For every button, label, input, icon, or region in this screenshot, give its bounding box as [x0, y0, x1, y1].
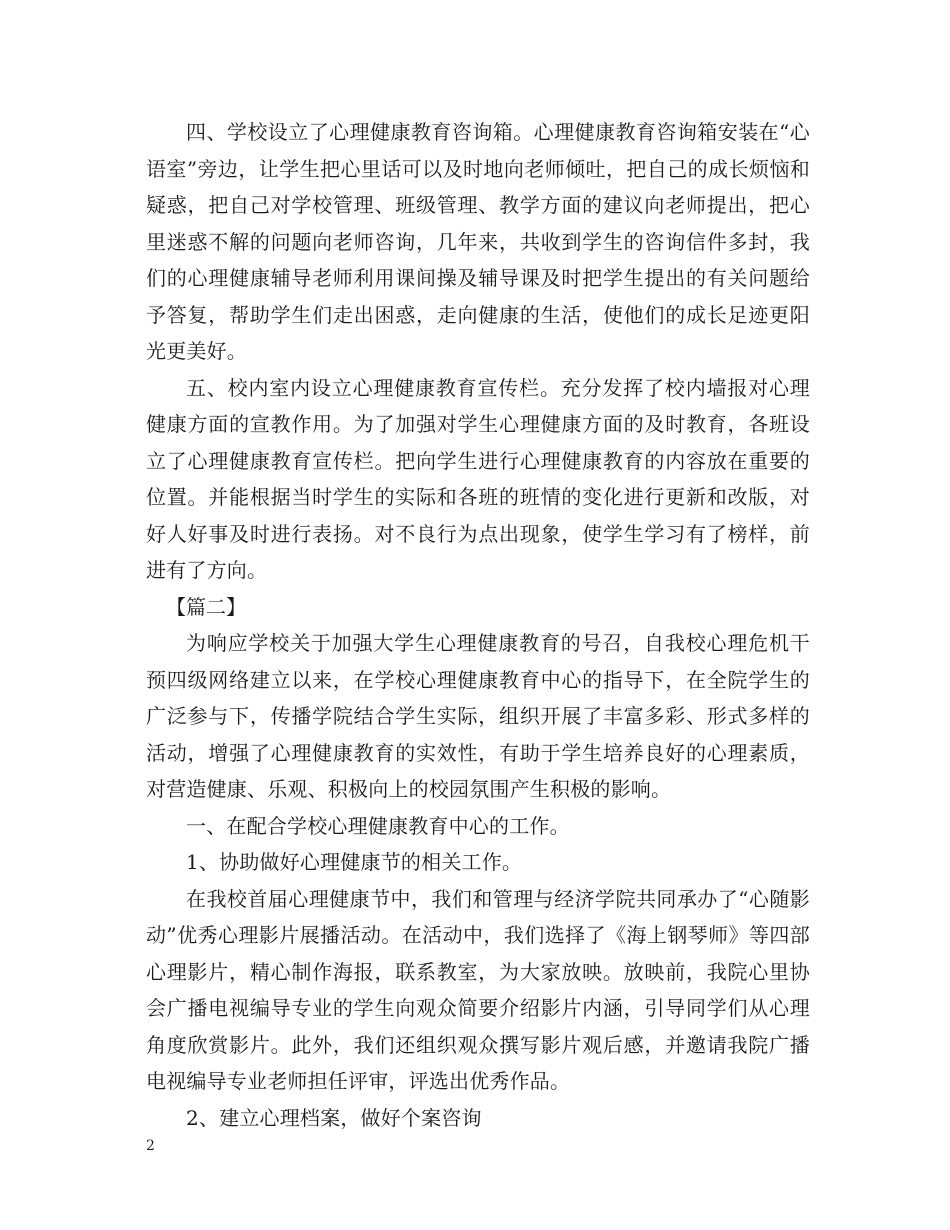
page-number: 2: [146, 1138, 155, 1154]
paragraph-bulletin-board: 五、校内室内设立心理健康教育宣传栏。充分发挥了校内墙报对心理健康方面的宣教作用。为了加强对学生心理健康方面的及时教育，各班设立了心理健康教育宣传栏。把向学生进行心理健康教育的内容放在重要的位置。并能根据当时学生的实际和各班的班情的变化进行更新和改版，对好人好事及时进行表扬。对不良行为点出现象，使学生学习有了榜样，前进有了方向。: [146, 375, 810, 582]
paragraph-item-1: 一、在配合学校心理健康教育中心的工作。: [186, 813, 570, 838]
paragraph-subitem-1: 1、协助做好心理健康节的相关工作。: [186, 850, 523, 874]
paragraph-consultation-box: 四、学校设立了心理健康教育咨询箱。心理健康教育咨询箱安装在“心语室”旁边，让学生把心里话可以及时地向老师倾吐，把自己的成长烦恼和疑惑，把自己对学校管理、班级管理、教学方面的建议向老师提出，把心里迷惑不解的问题向老师咨询，几年来，共收到学生的咨询信件多封，我们的心理健康辅导老师利用课间操及辅导课及时把学生提出的有关问题给予答复，帮助学生们走出困惑，走向健康的生活，使他们的成长足迹更阳光更美好。: [146, 120, 810, 363]
paragraph-film-festival: 在我校首届心理健康节中，我们和管理与经济学院共同承办了“心随影动”优秀心理影片展播活动。在活动中，我们选择了《海上钢琴师》等四部心理影片，精心制作海报，联系教室，为大家放映。放映前，我院心里协会广播电视编导专业的学生向观众简要介绍影片内涵，引导同学们从心理角度欣赏影片。此外，我们还组织观众撰写影片观后感，并邀请我院广播电视编导专业老师担任评审，评选出优秀作品。: [146, 886, 810, 1093]
paragraph-subitem-2: 2、建立心理档案，做好个案咨询: [186, 1105, 482, 1130]
section-heading: 【篇二】: [166, 594, 246, 619]
paragraph-intro: 为响应学校关于加强大学生心理健康教育的号召，自我校心理危机干预四级网络建立以来，在学校心理健康教育中心的指导下，在全院学生的广泛参与下，传播学院结合学生实际，组织开展了丰富多彩、形式多样的活动，增强了心理健康教育的实效性，有助于学生培养良好的心理素质，对营造健康、乐观、积极向上的校园氛围产生积极的影响。: [146, 631, 810, 801]
document-body: [146, 114, 810, 1136]
